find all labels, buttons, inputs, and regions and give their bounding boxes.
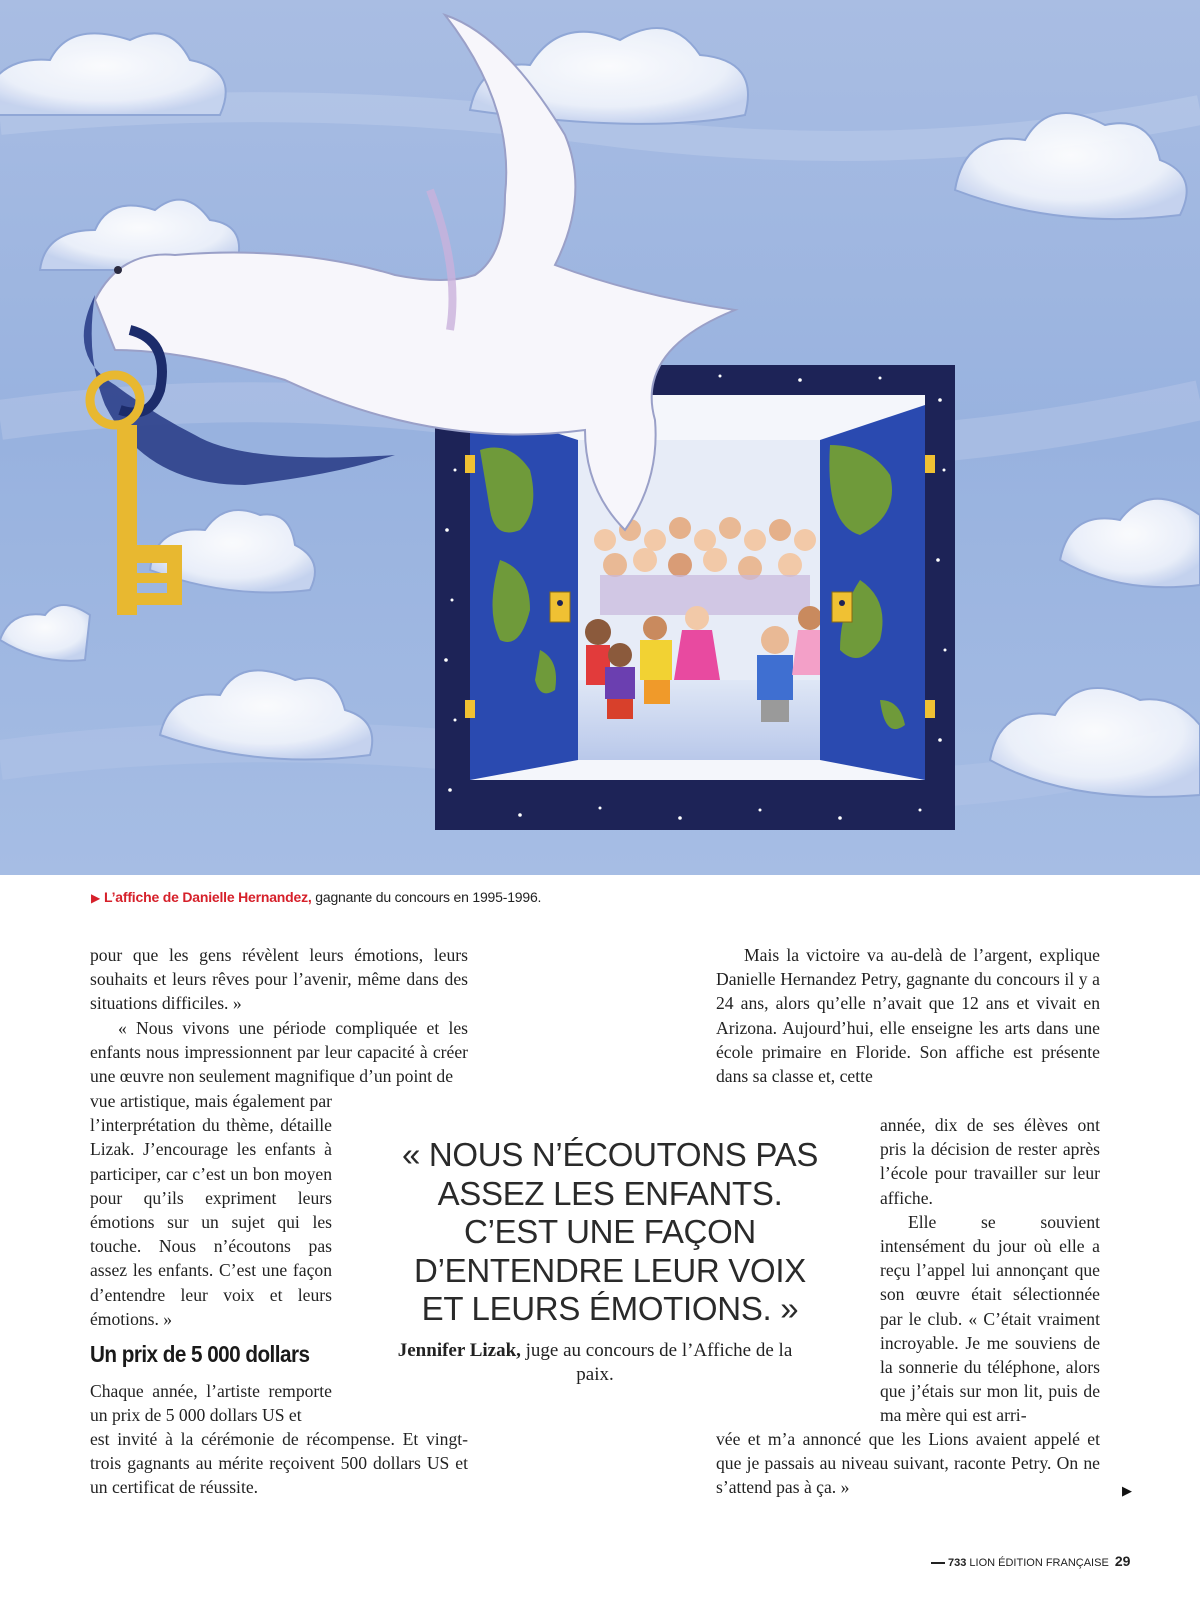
right-paragraph-1b: année, dix de ses élèves ont pris la décision de rester après l’école pour travailler sur leur affiche. bbox=[880, 1115, 1100, 1208]
quote-author: Jennifer Lizak, bbox=[397, 1340, 521, 1361]
left-paragraph-1: pour que les gens révèlent leurs émotions, leurs souhaits et leurs rêves pour l’avenir, même dans des situations difficiles. » bbox=[90, 945, 468, 1014]
left-column-top bbox=[90, 943, 468, 1088]
left-paragraph-3a: Chaque année, l’artiste remporte un prix de 5 000 dollars US et bbox=[90, 1381, 332, 1426]
pull-quote: « NOUS N’ÉCOUTONS PAS ASSEZ LES ENFANTS. C’EST UNE FAÇON D’ENTENDRE LEUR VOIX ET LEURS ÉMOTIONS. » bbox=[401, 1136, 819, 1327]
right-column-bottom bbox=[716, 1427, 1100, 1500]
left-column-bottom-b bbox=[90, 1427, 468, 1500]
page-number: 29 bbox=[1114, 1553, 1131, 1569]
page-footer bbox=[931, 1553, 1130, 1569]
publication-name: LION ÉDITION FRANÇAISE bbox=[969, 1557, 1109, 1569]
left-paragraph-2a: « Nous vivons une période compliquée et les enfants nous impressionnent par leur capacité à créer une œuvre non seulement magnifique d’un point de bbox=[90, 1017, 468, 1087]
right-paragraph-1a: Mais la victoire va au-delà de l’argent, explique Danielle Hernandez Petry, gagnante du concours il y a 24 ans, alors qu’elle n’avait que 12 ans et vivait en Arizona. Aujourd’hui, elle enseigne les arts dans une école primaire en Floride. Son affiche est présente dans sa classe et, cette bbox=[716, 945, 1100, 1087]
issue-number: 733 bbox=[948, 1557, 967, 1569]
right-column-top bbox=[716, 943, 1100, 1088]
caption-arrow-icon: ▶ bbox=[91, 891, 101, 905]
continue-arrow-icon: ▶ bbox=[1122, 1484, 1132, 1499]
right-paragraph-2a: Elle se souvient intensément du jour où elle a reçu l’appel lui annonçant que son œuvre était sélectionnée par le club. « C’était vraiment incroyable. Je me souviens de la sonnerie du téléphone, alors que j’étais sur mon lit, puis de ma mère qui est arri- bbox=[880, 1211, 1100, 1426]
left-paragraph-3b: est invité à la cérémonie de récompense. Et vingt-trois gagnants au mérite reçoivent 500 dollars US et un certificat de réussite. bbox=[90, 1429, 468, 1498]
caption-bold: L’affiche de Danielle Hernandez, bbox=[104, 889, 312, 905]
left-paragraph-2b: vue artistique, mais également par l’interprétation du thème, détaille Lizak. J’encourage les enfants à participer, car c’est un bon moyen pour qu’ils expriment leurs émotions sur un sujet qui les touche. Nous n’écoutons pas assez les enfants. C’est une façon d’entendre leur voix et leurs émotions. » bbox=[90, 1091, 332, 1329]
quote-role: juge au concours de l’Affiche de la paix. bbox=[520, 1340, 793, 1385]
right-column-mid bbox=[880, 1113, 1100, 1428]
right-paragraph-2b: vée et m’a annoncé que les Lions avaient appelé et que je passais au niveau suivant, raconte Petry. On ne s’attend pas à ça. » bbox=[716, 1429, 1100, 1498]
quote-attribution bbox=[395, 1339, 795, 1387]
footer-dash bbox=[931, 1562, 945, 1564]
left-column-bottom-a bbox=[90, 1379, 332, 1427]
left-column-mid bbox=[90, 1089, 332, 1331]
section-heading: Un prix de 5 000 dollars bbox=[90, 1341, 310, 1367]
image-caption bbox=[91, 889, 541, 905]
caption-text: gagnante du concours en 1995-1996. bbox=[311, 889, 542, 905]
